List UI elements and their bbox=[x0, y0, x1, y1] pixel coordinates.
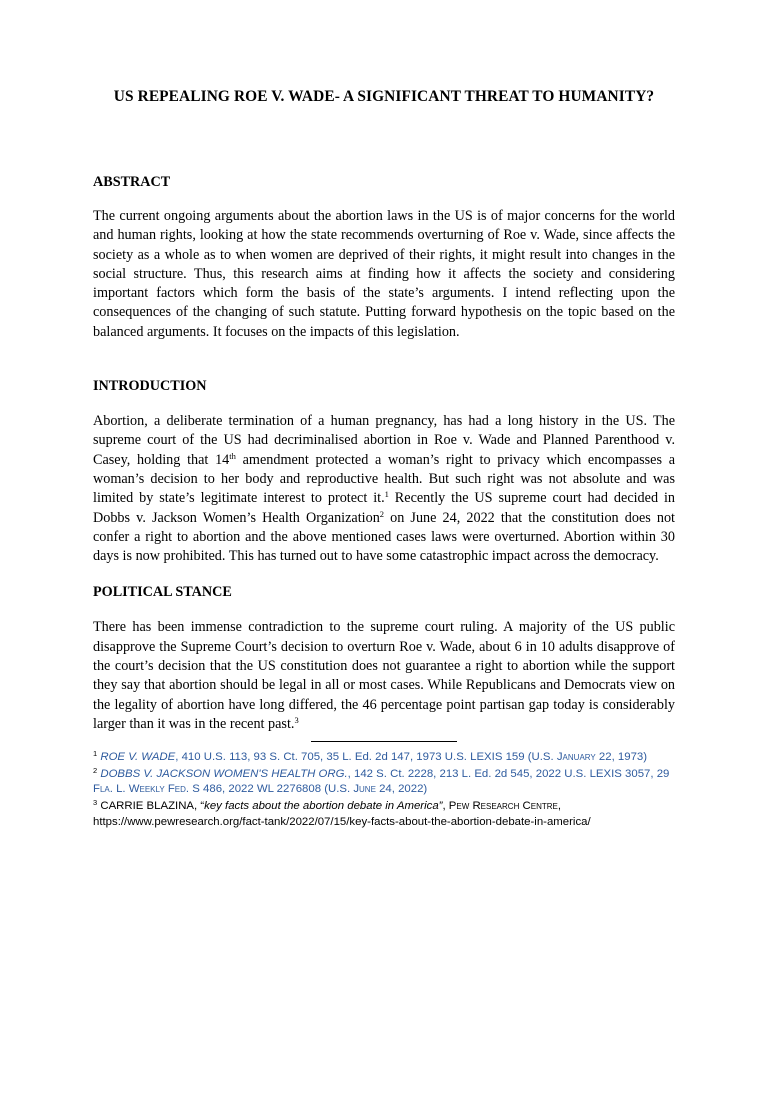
footnote-citation: , 142 S. Ct. 2228, 213 L. Ed. 2d 545, 2022 U.S. LEXIS 3057, 29 bbox=[347, 767, 670, 780]
intro-text-a: Abortion, a deliberate termination of a human pregnancy, has had a long history in the US. The supreme court of the US had decriminalised abortion in Roe v. Wade and Planned Parenthood v. Casey, holding that 14 bbox=[93, 413, 675, 468]
footnote-citation: S 486, 2022 WL 2276808 (U.S. bbox=[189, 783, 354, 796]
footnote-number: 3 bbox=[93, 798, 98, 808]
footnote-publisher: Pew Research Centre bbox=[448, 800, 558, 813]
footnote-citation-tail: 24, 2022) bbox=[375, 783, 428, 796]
intro-text-c: Recently the US supreme court had decided in Dobbs v. Jackson Women’s Health Organization bbox=[93, 490, 675, 526]
footnote-number: 2 bbox=[93, 765, 98, 775]
introduction-paragraph bbox=[93, 412, 675, 566]
footnote-date-month: June bbox=[353, 783, 376, 796]
footnote-ref-3[interactable]: 3 bbox=[294, 714, 299, 725]
footnote-1 bbox=[93, 750, 675, 766]
footnote-citation: , 410 U.S. 113, 93 S. Ct. 705, 35 L. Ed. 2d 147, 1973 U.S. LEXIS 159 (U.S. bbox=[175, 751, 557, 764]
intro-text-b: amendment protected a woman’s right to privacy which encompasses a woman’s decision to her body and reproductive health. But such right was not absolute and was limited by state’s legitimate interest to protect it. bbox=[93, 451, 675, 507]
footnote-separator-text: , bbox=[442, 800, 449, 813]
document-title: US REPEALING ROE V. WADE- A SIGNIFICANT THREAT TO HUMANITY? bbox=[113, 88, 655, 105]
footnotes bbox=[93, 750, 675, 830]
introduction-heading: INTRODUCTION bbox=[93, 378, 207, 395]
footnote-ref-2[interactable]: 2 bbox=[379, 508, 385, 519]
political-stance-paragraph bbox=[93, 618, 675, 734]
footnote-url-link[interactable]: , https://www.pewresearch.org/fact-tank/2022/07/15/key-facts-about-the-abortion-debate-in-america/ bbox=[93, 800, 591, 828]
footnote-date-month: January bbox=[556, 751, 596, 764]
footnote-citation-tail: 22, 1973) bbox=[595, 751, 648, 764]
political-text: There has been immense contradiction to the supreme court ruling. A majority of the US public disapprove the Supreme Court’s decision to overturn Roe v. Wade, about 6 in 10 adults disapprove of the court’s decision that the US constitution does not guarantee a right to abortion while the support they say that abortion should be legal in all or most cases. While Republicans and Democrats view on the legality of abortion have long differed, the 46 percentage point partisan gap today is considerably larger than it was in the recent past. bbox=[93, 619, 675, 732]
footnote-2 bbox=[93, 767, 675, 798]
footnote-separator bbox=[311, 741, 457, 742]
abstract-heading: ABSTRACT bbox=[93, 174, 171, 190]
ordinal-superscript: th bbox=[229, 450, 236, 461]
abstract-paragraph: The current ongoing arguments about the abortion laws in the US is of major concerns for the world and human rights, looking at how the state recommends overturning of Roe v. Wade, since affects the society as a whole as to when women are deprived of their rights, it might result into changes in the social structure. Thus, this research aims at finding how it affects the society and considering important factors which form the basis of the state’s arguments. I intend reflecting upon the consequences of the changing of such statute. Putting forward hypothesis on the topic based on the balanced arguments. It focuses on the impacts of this legislation. bbox=[93, 208, 675, 340]
footnote-ref-1[interactable]: 1 bbox=[384, 489, 389, 500]
footnote-author: CARRIE BLAZINA, “ bbox=[100, 800, 205, 813]
footnote-case-name: ROE V. WADE bbox=[100, 751, 176, 764]
footnote-3 bbox=[93, 799, 675, 830]
intro-text-d: on June 24, 2022 that the constitution does not confer a right to abortion and the above mentioned cases laws were overturned. Abortion within 30 days is now prohibited. This has turned out to have some catastrophic impact across the democracy. bbox=[93, 509, 675, 565]
footnote-number: 1 bbox=[93, 749, 98, 759]
footnote-case-name: DOBBS V. JACKSON WOMEN'S HEALTH ORG. bbox=[100, 767, 348, 780]
footnote-reporter: Fla. L. Weekly Fed. bbox=[93, 783, 190, 796]
political-stance-heading: POLITICAL STANCE bbox=[93, 584, 232, 601]
footnote-article-title: key facts about the abortion debate in America” bbox=[204, 800, 443, 813]
document-page bbox=[0, 86, 768, 1110]
